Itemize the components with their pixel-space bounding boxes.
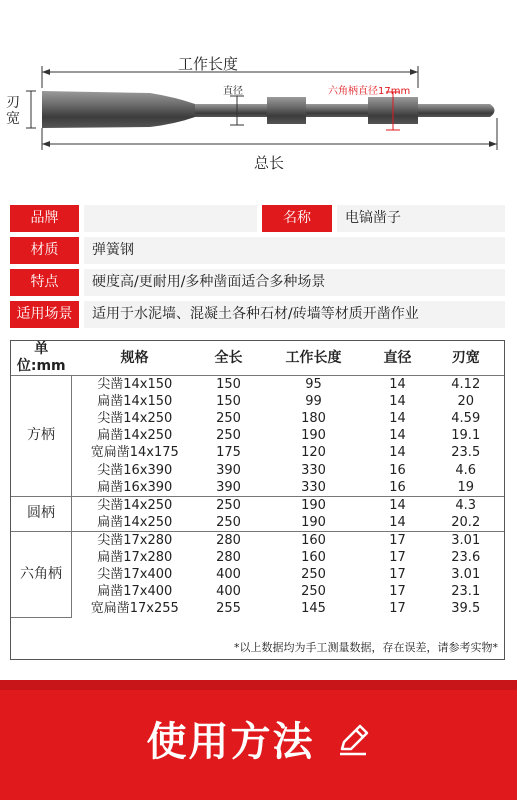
cell-spec: 扁凿14x150 [97, 394, 173, 410]
cell-work-length: 145 [301, 601, 326, 617]
table-row [11, 514, 504, 532]
cell-total-length: 400 [216, 584, 241, 600]
chisel-diagram [0, 0, 517, 190]
blade-width-label: 刃宽 [6, 95, 20, 127]
cell-diameter: 14 [389, 394, 406, 410]
chisel-collar [267, 97, 306, 124]
header-total-length: 全长 [198, 341, 260, 376]
cell-blade-width: 23.5 [451, 445, 481, 461]
material-value: 弹簧钢 [84, 237, 505, 264]
table-row [11, 549, 504, 566]
table-row [11, 410, 504, 427]
cell-diameter: 17 [389, 567, 406, 583]
cell-blade-width: 39.5 [451, 601, 481, 617]
cell-diameter: 16 [368, 479, 428, 497]
spec-row-features [10, 269, 505, 296]
diameter-label: 直径 [223, 86, 243, 97]
cell-blade-width: 23.6 [451, 549, 481, 565]
cell-work-length: 190 [301, 497, 326, 513]
header-unit: 单位:mm [11, 341, 72, 376]
name-label: 名称 [262, 205, 332, 232]
cell-blade-width: 19 [428, 479, 505, 497]
cell-spec: 扁凿14x250 [72, 514, 198, 532]
cell-spec: 尖凿17x280 [97, 532, 173, 548]
usage-title-text: 使用方法 [146, 719, 315, 765]
cell-spec: 扁凿16x390 [72, 479, 198, 497]
table-row [11, 461, 504, 478]
group-label: 方柄 [11, 376, 72, 497]
cell-total-length: 390 [198, 479, 260, 497]
spec-row-scenario [10, 301, 505, 328]
cell-blade-width: 4.12 [451, 377, 481, 393]
cell-work-length: 160 [301, 532, 326, 548]
features-value: 硬度高/更耐用/多种凿面适合多种场景 [84, 269, 505, 296]
brand-value [84, 205, 257, 232]
cell-total-length: 250 [216, 428, 241, 444]
header-diameter: 直径 [368, 341, 428, 376]
cell-total-length: 150 [216, 377, 241, 393]
cell-total-length: 390 [216, 462, 241, 478]
name-value: 电镐凿子 [337, 205, 505, 232]
banner-strip [0, 680, 517, 690]
cell-blade-width: 3.01 [451, 532, 481, 548]
cell-work-length: 160 [301, 549, 326, 565]
cell-spec: 宽扁凿17x255 [90, 601, 179, 617]
cell-diameter: 16 [389, 462, 406, 478]
usage-banner [0, 680, 517, 800]
cell-blade-width: 23.1 [451, 584, 481, 600]
cell-work-length: 250 [301, 567, 326, 583]
cell-spec: 扁凿17x280 [97, 549, 173, 565]
dimension-table [10, 340, 505, 660]
cell-total-length: 150 [216, 394, 241, 410]
cell-diameter: 17 [389, 601, 406, 617]
cell-diameter: 17 [389, 532, 406, 548]
cell-diameter: 14 [389, 428, 406, 444]
pencil-icon [336, 723, 370, 757]
spec-row-brand [10, 205, 505, 232]
cell-spec: 扁凿17x400 [97, 584, 173, 600]
cell-diameter: 17 [389, 549, 406, 565]
cell-total-length: 255 [216, 601, 241, 617]
table-row [11, 376, 504, 394]
spec-row-material [10, 237, 505, 264]
cell-blade-width: 4.3 [455, 497, 477, 513]
cell-work-length: 99 [305, 394, 322, 410]
cell-spec: 扁凿14x250 [97, 428, 173, 444]
table-row [11, 393, 504, 410]
cell-total-length: 280 [216, 549, 241, 565]
table-row [11, 600, 504, 617]
measurement-note: *以上数据均为手工测量数据，存在误差，请参考实物* [234, 641, 498, 654]
chisel-shank [195, 104, 267, 117]
cell-blade-width: 20 [457, 394, 475, 410]
table-row [11, 427, 504, 444]
cell-blade-width: 19.1 [451, 428, 481, 444]
cell-diameter: 14 [368, 514, 428, 532]
header-work-length: 工作长度 [260, 341, 368, 376]
table-row [11, 583, 504, 600]
cell-total-length: 250 [216, 497, 241, 513]
cell-work-length: 190 [260, 514, 368, 532]
cell-blade-width: 4.6 [455, 462, 477, 478]
cell-total-length: 280 [216, 532, 241, 548]
cell-diameter: 17 [389, 584, 406, 600]
features-label: 特点 [10, 269, 79, 296]
cell-spec: 尖凿14x250 [97, 411, 173, 427]
chisel-blade [42, 91, 195, 128]
cell-diameter: 14 [389, 411, 406, 427]
scenario-label: 适用场景 [10, 301, 79, 328]
group-label: 圆柄 [11, 496, 72, 531]
cell-spec: 宽扁凿14x175 [90, 445, 179, 461]
table-row [11, 444, 504, 461]
cell-total-length: 400 [216, 567, 241, 583]
spec-list [10, 205, 505, 333]
cell-work-length: 330 [260, 479, 368, 497]
cell-work-length: 250 [301, 584, 326, 600]
cell-blade-width: 4.59 [451, 411, 481, 427]
cell-diameter: 14 [389, 497, 406, 513]
group-label: 六角柄 [11, 531, 72, 617]
cell-work-length: 120 [301, 445, 326, 461]
table-row [11, 531, 504, 549]
cell-diameter: 14 [389, 377, 406, 393]
cell-diameter: 14 [389, 445, 406, 461]
cell-spec: 尖凿14x150 [97, 377, 173, 393]
chisel-end [418, 104, 495, 117]
material-label: 材质 [10, 237, 79, 264]
table-row [11, 479, 504, 497]
total-length-label: 总长 [254, 154, 285, 172]
work-length-label: 工作长度 [178, 55, 239, 73]
usage-title [0, 710, 517, 767]
cell-work-length: 95 [305, 377, 322, 393]
table-header-row [11, 341, 504, 376]
cell-work-length: 330 [301, 462, 326, 478]
cell-total-length: 175 [216, 445, 241, 461]
cell-blade-width: 3.01 [451, 567, 481, 583]
dimension-grid [11, 341, 504, 618]
cell-spec: 尖凿16x390 [97, 462, 173, 478]
table-row [11, 496, 504, 514]
cell-total-length: 250 [198, 514, 260, 532]
cell-work-length: 180 [301, 411, 326, 427]
cell-work-length: 190 [301, 428, 326, 444]
cell-total-length: 250 [216, 411, 241, 427]
table-row [11, 566, 504, 583]
cell-spec: 尖凿17x400 [97, 567, 173, 583]
header-blade-width: 刃宽 [428, 341, 505, 376]
header-spec: 规格 [72, 341, 198, 376]
cell-blade-width: 20.2 [428, 514, 505, 532]
hex-diameter-label: 六角柄直径17mm [328, 86, 411, 97]
brand-label: 品牌 [10, 205, 79, 232]
scenario-value: 适用于水泥墙、混凝土各种石材/砖墙等材质开凿作业 [84, 301, 505, 328]
cell-spec: 尖凿14x250 [97, 497, 173, 513]
